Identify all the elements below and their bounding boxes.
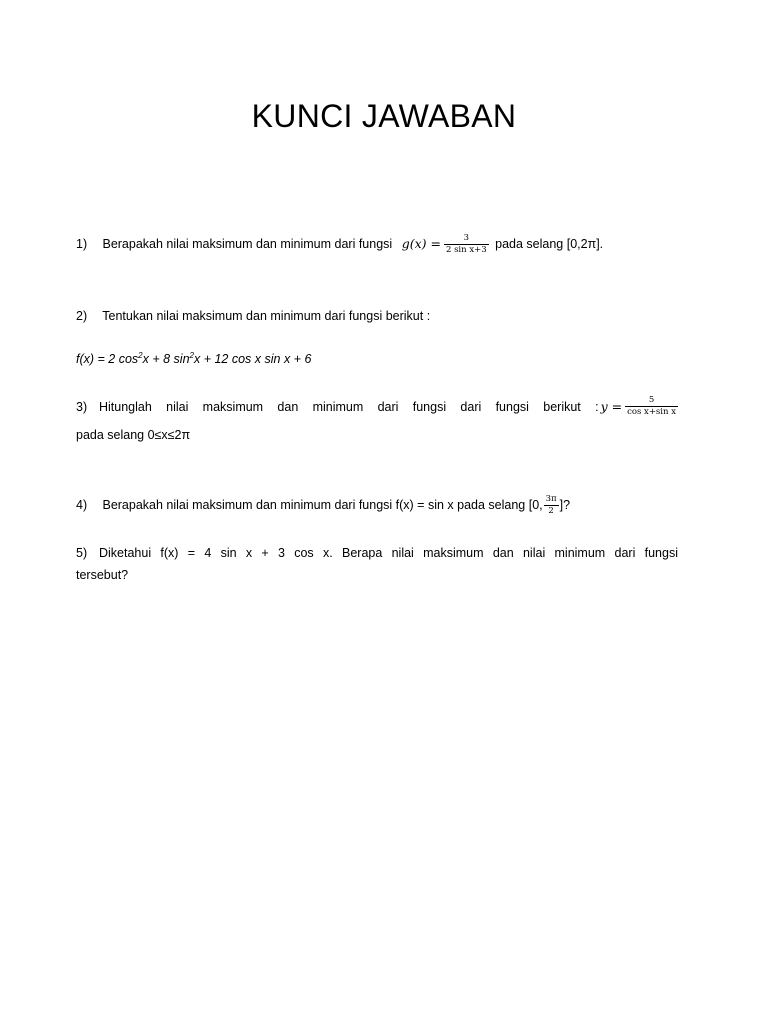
question-2 — [76, 306, 678, 326]
question-text: Berapakah nilai maksimum dan minimum dari fungsi f(x) = sin x pada selang [0, — [102, 497, 543, 512]
question-text: Hitunglah nilai maksimum dan minimum dari fungsi dari fungsi berikut : — [99, 399, 599, 414]
question-4 — [76, 494, 678, 517]
function-lhs: g(x) = — [401, 235, 441, 251]
question-3 — [76, 395, 678, 418]
question-text-after: pada selang [0,2π]. — [495, 236, 604, 251]
question-3-range: pada selang 0≤x≤2π — [76, 428, 191, 442]
page-title: KUNCI JAWABAN — [251, 98, 517, 134]
formula-part: f(x) = 2 cos — [76, 352, 139, 366]
exponent: 2 — [138, 350, 143, 360]
formula-part: x + 12 cos x sin x + 6 — [193, 352, 312, 366]
fraction-numerator: 3π — [545, 494, 557, 504]
question-number: 5) — [76, 546, 88, 560]
fraction-numerator: 5 — [625, 395, 678, 407]
question-text: Diketahui f(x) = 4 sin x + 3 cos x. Berapa nilai maksimum dan nilai minimum dari fungsi — [99, 546, 678, 560]
question-2-formula — [76, 349, 678, 369]
formula-part: x + 8 sin — [142, 352, 190, 366]
fraction — [444, 233, 489, 256]
question-text-after: ]? — [559, 497, 571, 512]
exponent: 2 — [189, 350, 194, 360]
fraction-denominator: 2 — [548, 506, 554, 516]
function-lhs: y = — [600, 398, 623, 414]
fraction-denominator: cos x+sin x — [627, 407, 676, 417]
fraction-numerator: 3 — [444, 233, 489, 245]
question-number: 3) — [76, 399, 88, 414]
question-text: Tentukan nilai maksimum dan minimum dari fungsi berikut : — [102, 309, 431, 323]
question-1 — [76, 233, 678, 256]
question-5 — [76, 543, 678, 563]
fraction-denominator: 2 sin x+3 — [445, 245, 487, 255]
fraction — [625, 395, 678, 418]
question-number: 2) — [76, 309, 88, 323]
question-5-continued: tersebut? — [76, 568, 129, 582]
question-text: Berapakah nilai maksimum dan minimum dari fungsi — [102, 236, 393, 251]
question-number: 4) — [76, 497, 88, 512]
fraction — [544, 494, 559, 517]
question-number: 1) — [76, 236, 88, 251]
